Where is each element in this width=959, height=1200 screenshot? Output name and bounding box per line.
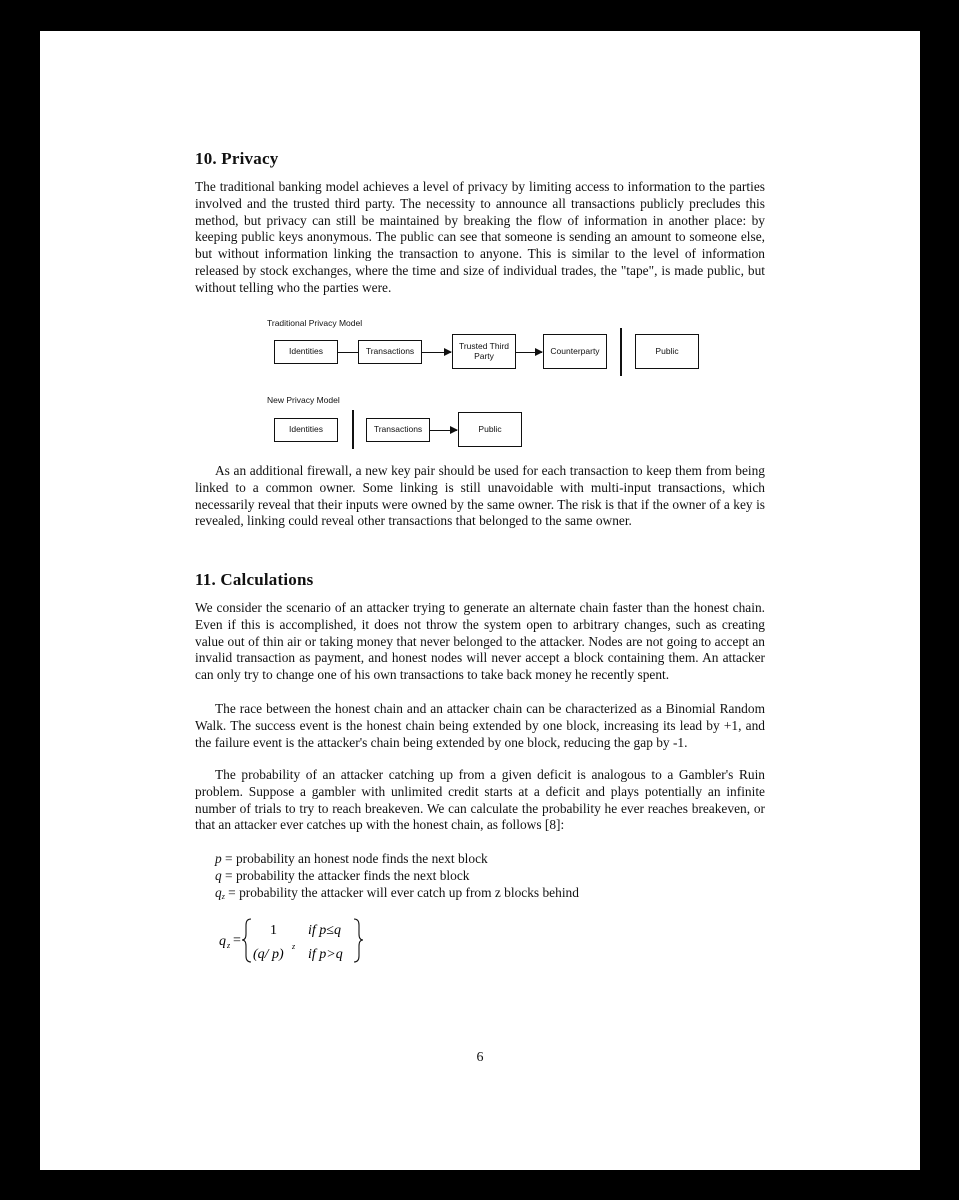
traditional-identities-box: Identities (274, 340, 338, 364)
counterparty-box: Counterparty (543, 334, 607, 369)
formula-lhs-sub: z (227, 941, 231, 950)
definition-p: p = probability an honest node finds the next block (215, 851, 488, 866)
case2-exponent: z (292, 942, 296, 951)
privacy-barrier (352, 410, 354, 449)
new-public-box: Public (458, 412, 522, 447)
arrow-to-public (430, 430, 457, 431)
new-identities-box: Identities (274, 418, 338, 442)
new-transactions-box: Transactions (366, 418, 430, 442)
definition-q: q = probability the attacker finds the next block (215, 867, 470, 883)
right-brace (354, 919, 363, 962)
arrow-to-trusted (422, 352, 451, 353)
case2-value: (q/ p) (253, 947, 284, 962)
svg-text:=: = (233, 933, 241, 948)
calculations-paragraph-3: The probability of an attacker catching up from a given deficit is analogous to a Gambler's Ruin problem. Suppose a gambler with unlimited credit starts at a deficit and plays potentially an infinite number of trials to try to reach breakeven. We can calculate the probability he ever reaches breakeven, or that an attacker ever catches up with the honest chain, as follows [8]: (195, 767, 765, 833)
catch-up-probability-formula (215, 916, 415, 966)
section-10-heading: 10. Privacy (195, 149, 279, 168)
page-number: 6 (476, 1050, 484, 1065)
case1-value: 1 (270, 923, 277, 938)
new-privacy-label: New Privacy Model (267, 395, 340, 405)
privacy-paragraph-2: As an additional firewall, a new key pair should be used for each transaction to keep them from being linked to a common owner. Some linking is still unavoidable with multi-input transactions, which necessarily reveal that their inputs were owned by the same owner. The risk is that if the owner of a key is revealed, linking could reveal other transactions that belonged to the same owner. (195, 463, 765, 529)
arrow-to-counterparty (516, 352, 542, 353)
traditional-privacy-label: Traditional Privacy Model (267, 318, 363, 328)
paper-page (40, 31, 920, 1170)
case2-condition: if p>q (308, 947, 343, 962)
definition-qz: $q_z$ = probability the attacker will ever catch up from z blocks behind (215, 884, 579, 901)
calculations-paragraph-2: The race between the honest chain and an attacker chain can be characterized as a Binomial Random Walk. The success event is the honest chain being extended by one block, increasing its lead by +1, and the failure event is the attacker's chain being extended by one block, reducing the gap by -1. (195, 701, 765, 750)
formula-lhs: q (219, 934, 226, 949)
calculations-paragraph-1: We consider the scenario of an attacker trying to generate an alternate chain faster than the honest chain. Even if this is accomplished, it does not throw the system open to arbitrary changes, such as creating value out of thin air or taking money that never belonged to the attacker. Nodes are not going to accept an invalid transaction as payment, and honest nodes will never accept a block containing them. An attacker can only try to change one of his own transactions to take back money he recently spent. (195, 600, 765, 683)
case1-condition: if p≤q (308, 923, 341, 938)
section-11-heading: 11. Calculations (195, 570, 314, 589)
traditional-transactions-box: Transactions (358, 340, 422, 364)
left-brace (242, 919, 251, 962)
traditional-public-box: Public (635, 334, 699, 369)
connector-line (338, 352, 358, 353)
privacy-model-diagram (195, 316, 765, 451)
variable-definitions (215, 851, 755, 905)
trusted-third-party-box: Trusted Third Party (452, 334, 516, 369)
privacy-paragraph-1: The traditional banking model achieves a level of privacy by limiting access to information to the parties involved and the trusted third party. The necessity to announce all transactions publicly precludes this method, but privacy can still be maintained by breaking the flow of information in another place: by keeping public keys anonymous. The public can see that someone is sending an amount to someone else, but without information linking the transaction to anyone. This is similar to the level of information released by stock exchanges, where the time and size of individual trades, the "tape", is made public, but without telling who the parties were. (195, 179, 765, 295)
privacy-barrier (620, 328, 622, 376)
